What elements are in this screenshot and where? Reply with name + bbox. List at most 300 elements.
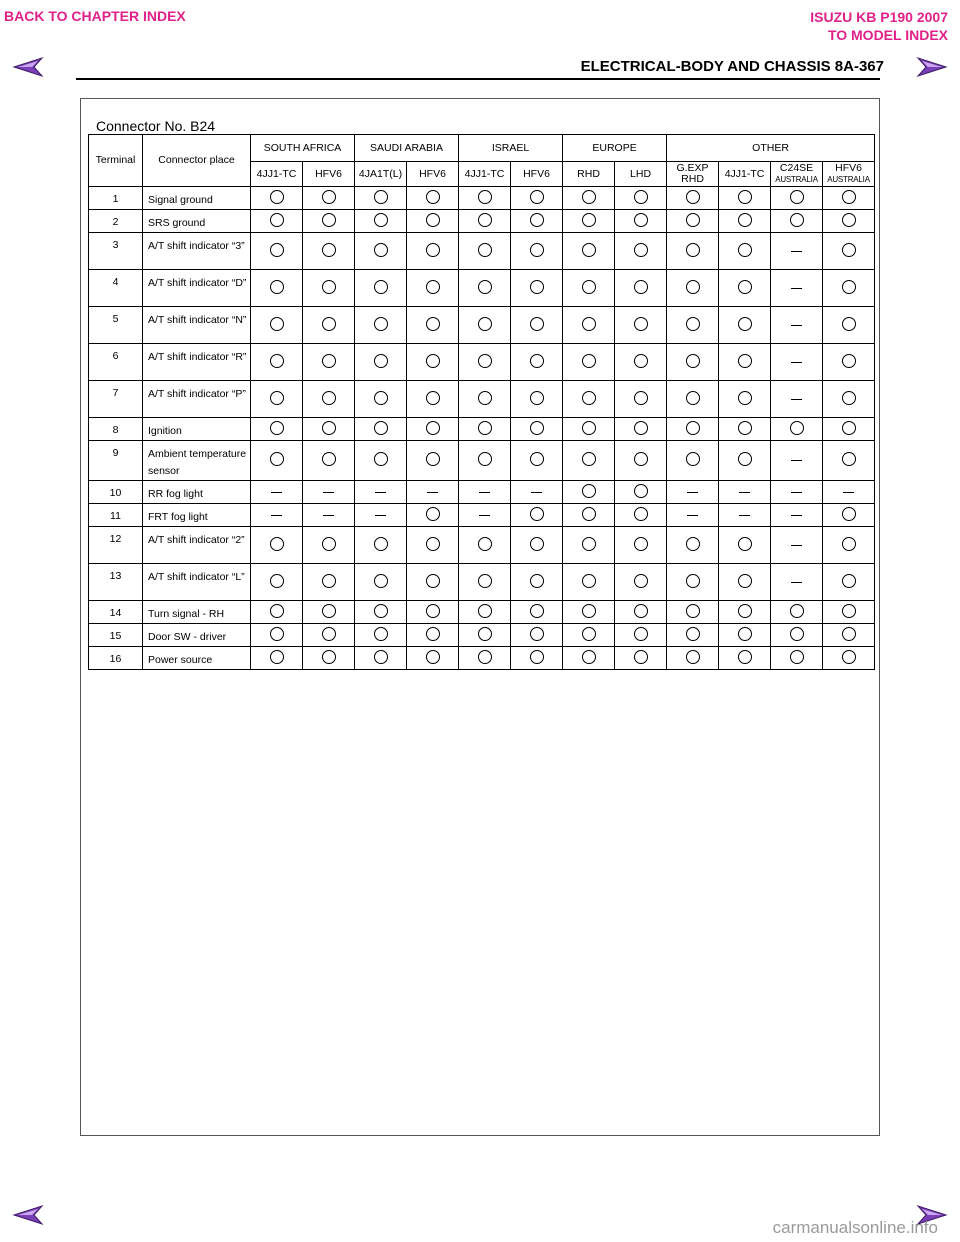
availability-cell — [563, 481, 615, 504]
available-circle-icon — [790, 421, 804, 435]
availability-cell — [719, 624, 771, 647]
availability-cell — [511, 270, 563, 307]
availability-cell — [771, 601, 823, 624]
available-circle-icon — [842, 537, 856, 551]
region-header: ISRAEL — [459, 135, 563, 162]
table-row — [89, 441, 875, 481]
model-title: ISUZU KB P190 2007 — [810, 9, 948, 25]
not-available-dash-icon — [479, 492, 490, 493]
availability-cell — [771, 344, 823, 381]
availability-cell — [615, 344, 667, 381]
availability-cell — [823, 564, 875, 601]
available-circle-icon — [478, 190, 492, 204]
availability-cell — [251, 624, 303, 647]
connector-place: Turn signal - RH — [143, 601, 251, 624]
available-circle-icon — [738, 537, 752, 551]
available-circle-icon — [634, 452, 648, 466]
region-header: SAUDI ARABIA — [355, 135, 459, 162]
available-circle-icon — [270, 537, 284, 551]
availability-cell — [615, 418, 667, 441]
availability-cell — [771, 418, 823, 441]
variant-label: HFV6 — [523, 167, 550, 180]
available-circle-icon — [582, 484, 596, 498]
available-circle-icon — [738, 627, 752, 641]
variant-header — [303, 162, 355, 187]
available-circle-icon — [634, 574, 648, 588]
available-circle-icon — [426, 213, 440, 227]
available-circle-icon — [374, 650, 388, 664]
availability-cell — [719, 601, 771, 624]
available-circle-icon — [686, 574, 700, 588]
available-circle-icon — [478, 574, 492, 588]
available-circle-icon — [530, 507, 544, 521]
available-circle-icon — [738, 391, 752, 405]
availability-cell — [407, 381, 459, 418]
to-model-index-link[interactable]: TO MODEL INDEX — [827, 27, 948, 43]
available-circle-icon — [790, 213, 804, 227]
available-circle-icon — [270, 604, 284, 618]
availability-cell — [303, 418, 355, 441]
availability-cell — [459, 441, 511, 481]
connector-place: A/T shift indicator “N” — [143, 307, 251, 344]
variant-header — [511, 162, 563, 187]
connector-place: A/T shift indicator “D” — [143, 270, 251, 307]
connector-place: FRT fog light — [143, 504, 251, 527]
available-circle-icon — [634, 507, 648, 521]
availability-cell — [667, 481, 719, 504]
variant-label: HFV6 — [315, 167, 342, 180]
not-available-dash-icon — [791, 325, 802, 326]
availability-cell — [511, 307, 563, 344]
not-available-dash-icon — [791, 251, 802, 252]
availability-cell — [823, 270, 875, 307]
available-circle-icon — [478, 213, 492, 227]
connector-place: Ignition — [143, 418, 251, 441]
availability-cell — [563, 233, 615, 270]
table-row — [89, 187, 875, 210]
available-circle-icon — [842, 190, 856, 204]
previous-page-arrow-icon[interactable] — [12, 56, 44, 78]
terminal-number: 13 — [89, 564, 143, 601]
terminal-number: 9 — [89, 441, 143, 481]
availability-cell — [511, 210, 563, 233]
back-to-chapter-index-link[interactable]: BACK TO CHAPTER INDEX — [4, 8, 186, 24]
connector-place: SRS ground — [143, 210, 251, 233]
terminal-number: 16 — [89, 647, 143, 670]
available-circle-icon — [478, 452, 492, 466]
availability-cell — [251, 381, 303, 418]
availability-cell — [407, 210, 459, 233]
availability-cell — [355, 624, 407, 647]
availability-cell — [407, 527, 459, 564]
availability-cell — [511, 381, 563, 418]
available-circle-icon — [738, 421, 752, 435]
availability-cell — [251, 647, 303, 670]
availability-cell — [667, 601, 719, 624]
available-circle-icon — [374, 190, 388, 204]
availability-cell — [303, 187, 355, 210]
availability-cell — [511, 187, 563, 210]
available-circle-icon — [842, 391, 856, 405]
availability-cell — [771, 187, 823, 210]
availability-cell — [615, 504, 667, 527]
available-circle-icon — [322, 317, 336, 331]
available-circle-icon — [270, 574, 284, 588]
availability-cell — [719, 381, 771, 418]
available-circle-icon — [582, 627, 596, 641]
availability-cell — [407, 504, 459, 527]
availability-cell — [823, 187, 875, 210]
available-circle-icon — [790, 650, 804, 664]
available-circle-icon — [582, 507, 596, 521]
available-circle-icon — [322, 627, 336, 641]
table-row — [89, 270, 875, 307]
availability-cell — [459, 601, 511, 624]
variant-header — [459, 162, 511, 187]
terminal-header: Terminal — [89, 135, 143, 187]
available-circle-icon — [374, 213, 388, 227]
available-circle-icon — [634, 421, 648, 435]
availability-cell — [303, 233, 355, 270]
availability-cell — [303, 601, 355, 624]
available-circle-icon — [426, 452, 440, 466]
available-circle-icon — [426, 421, 440, 435]
availability-cell — [251, 527, 303, 564]
available-circle-icon — [478, 650, 492, 664]
available-circle-icon — [686, 317, 700, 331]
availability-cell — [823, 441, 875, 481]
available-circle-icon — [374, 452, 388, 466]
availability-cell — [771, 624, 823, 647]
availability-cell — [355, 601, 407, 624]
not-available-dash-icon — [791, 288, 802, 289]
availability-cell — [303, 307, 355, 344]
availability-cell — [459, 504, 511, 527]
variant-label: 4JJ1-TC — [464, 167, 505, 180]
available-circle-icon — [686, 650, 700, 664]
availability-cell — [771, 481, 823, 504]
available-circle-icon — [634, 391, 648, 405]
availability-cell — [563, 418, 615, 441]
availability-cell — [823, 210, 875, 233]
region-header: OTHER — [667, 135, 875, 162]
availability-cell — [511, 647, 563, 670]
available-circle-icon — [582, 280, 596, 294]
available-circle-icon — [738, 317, 752, 331]
available-circle-icon — [530, 190, 544, 204]
available-circle-icon — [842, 243, 856, 257]
availability-cell — [823, 647, 875, 670]
available-circle-icon — [426, 280, 440, 294]
availability-cell — [407, 233, 459, 270]
availability-cell — [667, 418, 719, 441]
availability-cell — [303, 481, 355, 504]
variant-label: RHD — [577, 167, 600, 180]
availability-cell — [771, 307, 823, 344]
availability-cell — [563, 381, 615, 418]
next-page-arrow-icon[interactable] — [916, 56, 948, 78]
available-circle-icon — [842, 574, 856, 588]
not-available-dash-icon — [791, 515, 802, 516]
connector-place: Power source — [143, 647, 251, 670]
availability-cell — [303, 344, 355, 381]
availability-cell — [251, 481, 303, 504]
availability-cell — [355, 504, 407, 527]
availability-cell — [719, 441, 771, 481]
variant-header — [355, 162, 407, 187]
availability-cell — [667, 504, 719, 527]
availability-cell — [667, 270, 719, 307]
availability-cell — [823, 307, 875, 344]
available-circle-icon — [738, 213, 752, 227]
availability-cell — [459, 481, 511, 504]
available-circle-icon — [478, 391, 492, 405]
available-circle-icon — [374, 627, 388, 641]
available-circle-icon — [322, 391, 336, 405]
available-circle-icon — [322, 190, 336, 204]
variant-header — [251, 162, 303, 187]
availability-cell — [407, 307, 459, 344]
available-circle-icon — [842, 421, 856, 435]
available-circle-icon — [530, 317, 544, 331]
available-circle-icon — [582, 391, 596, 405]
availability-cell — [511, 344, 563, 381]
availability-cell — [511, 564, 563, 601]
availability-cell — [355, 441, 407, 481]
availability-cell — [563, 504, 615, 527]
terminal-number: 6 — [89, 344, 143, 381]
variant-label: HFV6 — [419, 167, 446, 180]
availability-cell — [303, 564, 355, 601]
not-available-dash-icon — [791, 460, 802, 461]
availability-cell — [719, 307, 771, 344]
region-header: SOUTH AFRICA — [251, 135, 355, 162]
availability-cell — [355, 481, 407, 504]
available-circle-icon — [478, 280, 492, 294]
availability-cell — [667, 187, 719, 210]
availability-cell — [667, 624, 719, 647]
availability-cell — [771, 210, 823, 233]
available-circle-icon — [842, 627, 856, 641]
connector-place-header: Connector place — [143, 135, 251, 187]
availability-cell — [615, 233, 667, 270]
available-circle-icon — [530, 243, 544, 257]
availability-cell — [615, 527, 667, 564]
availability-cell — [303, 210, 355, 233]
available-circle-icon — [582, 243, 596, 257]
available-circle-icon — [478, 243, 492, 257]
availability-cell — [615, 307, 667, 344]
availability-cell — [511, 481, 563, 504]
not-available-dash-icon — [375, 492, 386, 493]
available-circle-icon — [686, 604, 700, 618]
availability-cell — [251, 564, 303, 601]
variant-label: 4JJ1-TC — [724, 167, 765, 180]
availability-cell — [771, 647, 823, 670]
available-circle-icon — [530, 354, 544, 368]
availability-cell — [823, 344, 875, 381]
not-available-dash-icon — [271, 492, 282, 493]
available-circle-icon — [322, 213, 336, 227]
availability-cell — [615, 381, 667, 418]
variant-sublabel: AUSTRALIA — [775, 175, 818, 184]
table-row — [89, 647, 875, 670]
available-circle-icon — [426, 317, 440, 331]
table-row — [89, 418, 875, 441]
available-circle-icon — [530, 280, 544, 294]
available-circle-icon — [738, 574, 752, 588]
availability-cell — [771, 233, 823, 270]
available-circle-icon — [582, 604, 596, 618]
availability-cell — [251, 187, 303, 210]
available-circle-icon — [426, 243, 440, 257]
variant-header — [771, 162, 823, 187]
variant-label: 4JJ1-TC — [256, 167, 297, 180]
available-circle-icon — [582, 574, 596, 588]
not-available-dash-icon — [791, 582, 802, 583]
availability-cell — [407, 418, 459, 441]
availability-cell — [615, 564, 667, 601]
availability-cell — [303, 504, 355, 527]
availability-cell — [251, 441, 303, 481]
availability-cell — [355, 564, 407, 601]
availability-cell — [303, 527, 355, 564]
availability-cell — [615, 601, 667, 624]
terminal-number: 14 — [89, 601, 143, 624]
availability-cell — [355, 647, 407, 670]
availability-cell — [459, 307, 511, 344]
availability-cell — [771, 564, 823, 601]
availability-cell — [771, 270, 823, 307]
availability-cell — [563, 527, 615, 564]
availability-cell — [719, 418, 771, 441]
variant-label: LHD — [630, 167, 652, 180]
available-circle-icon — [738, 354, 752, 368]
available-circle-icon — [374, 391, 388, 405]
available-circle-icon — [322, 452, 336, 466]
availability-cell — [407, 564, 459, 601]
available-circle-icon — [426, 627, 440, 641]
available-circle-icon — [270, 452, 284, 466]
availability-cell — [251, 233, 303, 270]
terminal-number: 5 — [89, 307, 143, 344]
table-row — [89, 481, 875, 504]
availability-cell — [251, 504, 303, 527]
available-circle-icon — [478, 421, 492, 435]
available-circle-icon — [842, 213, 856, 227]
available-circle-icon — [634, 604, 648, 618]
variant-sublabel: AUSTRALIA — [827, 175, 870, 184]
availability-cell — [823, 527, 875, 564]
variant-header — [615, 162, 667, 187]
available-circle-icon — [686, 627, 700, 641]
available-circle-icon — [634, 190, 648, 204]
available-circle-icon — [790, 190, 804, 204]
availability-cell — [303, 624, 355, 647]
availability-cell — [563, 187, 615, 210]
not-available-dash-icon — [375, 515, 386, 516]
availability-cell — [667, 527, 719, 564]
connector-place: Ambient temperature sensor — [143, 441, 251, 481]
variant-label: C24SE — [779, 162, 814, 174]
available-circle-icon — [842, 317, 856, 331]
availability-cell — [719, 481, 771, 504]
model-nav — [810, 8, 948, 44]
available-circle-icon — [842, 354, 856, 368]
table-row — [89, 564, 875, 601]
availability-cell — [511, 624, 563, 647]
availability-cell — [719, 564, 771, 601]
availability-cell — [667, 441, 719, 481]
available-circle-icon — [322, 604, 336, 618]
availability-cell — [563, 344, 615, 381]
available-circle-icon — [738, 190, 752, 204]
availability-cell — [511, 601, 563, 624]
availability-cell — [355, 233, 407, 270]
available-circle-icon — [478, 354, 492, 368]
availability-cell — [563, 601, 615, 624]
variant-header — [407, 162, 459, 187]
page-header: ELECTRICAL-BODY AND CHASSIS 8A-367 — [580, 58, 884, 75]
availability-cell — [615, 270, 667, 307]
available-circle-icon — [842, 507, 856, 521]
table-row — [89, 601, 875, 624]
availability-cell — [719, 527, 771, 564]
available-circle-icon — [738, 280, 752, 294]
availability-cell — [407, 270, 459, 307]
terminal-number: 3 — [89, 233, 143, 270]
availability-cell — [563, 564, 615, 601]
availability-cell — [355, 344, 407, 381]
available-circle-icon — [842, 650, 856, 664]
header-rule — [76, 78, 880, 80]
available-circle-icon — [634, 354, 648, 368]
availability-cell — [771, 527, 823, 564]
availability-cell — [511, 527, 563, 564]
availability-cell — [823, 624, 875, 647]
available-circle-icon — [686, 280, 700, 294]
connector-place: A/T shift indicator “2” — [143, 527, 251, 564]
available-circle-icon — [530, 574, 544, 588]
terminal-number: 11 — [89, 504, 143, 527]
available-circle-icon — [686, 354, 700, 368]
table-row — [89, 307, 875, 344]
table-row — [89, 624, 875, 647]
not-available-dash-icon — [791, 399, 802, 400]
available-circle-icon — [530, 421, 544, 435]
availability-cell — [771, 441, 823, 481]
previous-page-arrow-icon[interactable] — [12, 1204, 44, 1226]
not-available-dash-icon — [791, 492, 802, 493]
available-circle-icon — [738, 243, 752, 257]
availability-cell — [667, 564, 719, 601]
available-circle-icon — [530, 604, 544, 618]
availability-cell — [511, 418, 563, 441]
availability-cell — [407, 624, 459, 647]
available-circle-icon — [426, 354, 440, 368]
available-circle-icon — [738, 604, 752, 618]
available-circle-icon — [582, 537, 596, 551]
available-circle-icon — [270, 190, 284, 204]
available-circle-icon — [426, 574, 440, 588]
available-circle-icon — [530, 627, 544, 641]
available-circle-icon — [270, 650, 284, 664]
availability-cell — [823, 381, 875, 418]
availability-cell — [563, 647, 615, 670]
available-circle-icon — [374, 421, 388, 435]
available-circle-icon — [634, 317, 648, 331]
availability-cell — [771, 381, 823, 418]
